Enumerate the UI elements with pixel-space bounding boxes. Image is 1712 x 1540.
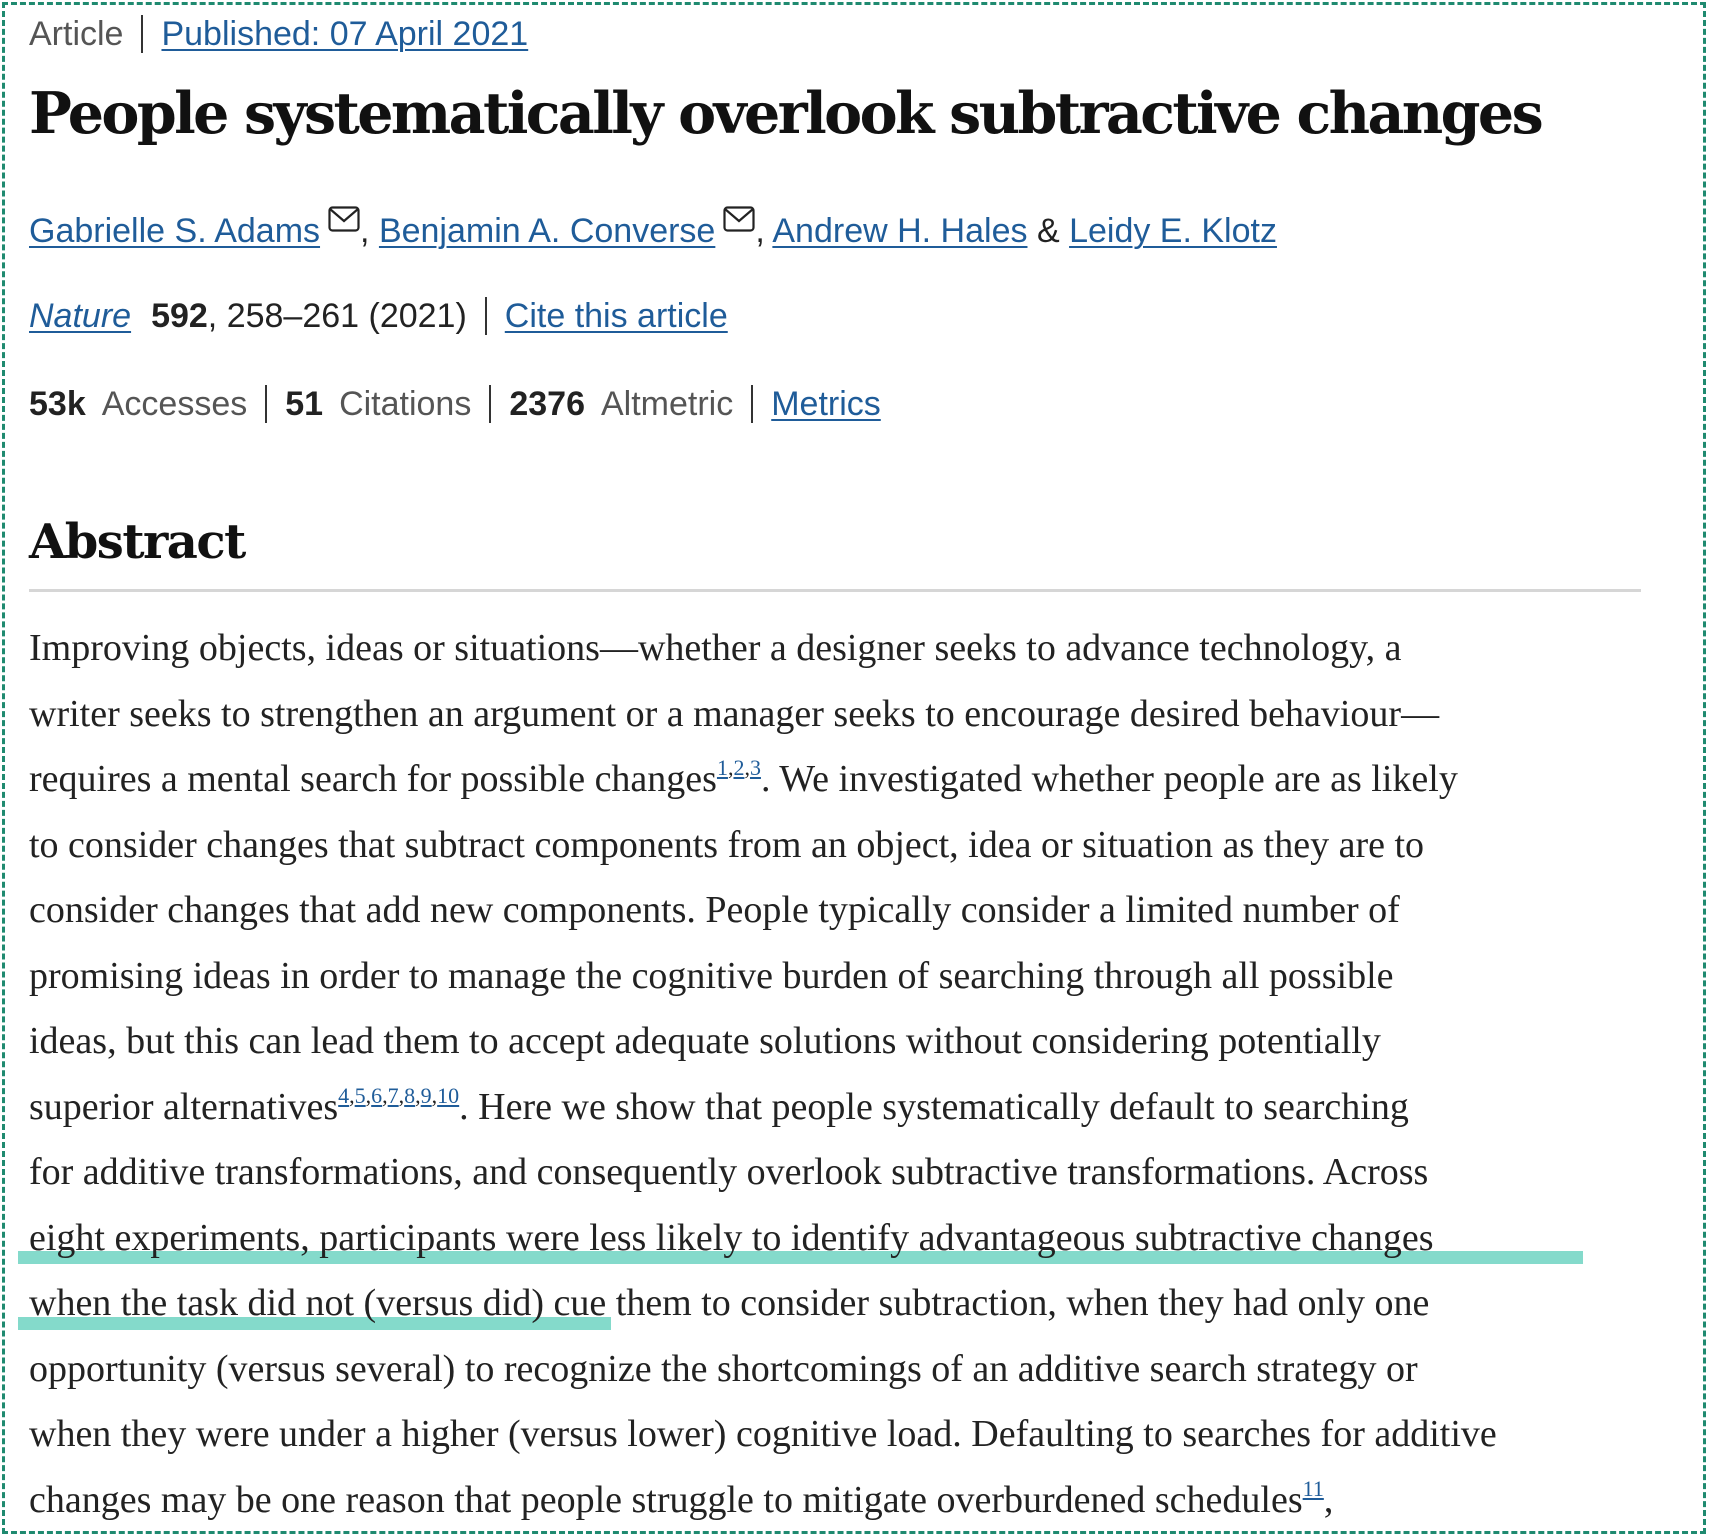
mail-icon[interactable] bbox=[328, 197, 360, 245]
abstract-line: when they were under a higher (versus lower) cognitive load. Defaulting to searches for additive bbox=[29, 1413, 1497, 1455]
reference-link[interactable]: 6 bbox=[371, 1082, 383, 1108]
altmetric-score: 2376 bbox=[509, 385, 585, 423]
article-type: Article bbox=[29, 15, 124, 53]
author-link[interactable]: Benjamin A. Converse bbox=[378, 212, 716, 250]
reference-link[interactable]: 10 bbox=[437, 1082, 460, 1108]
divider bbox=[751, 385, 753, 423]
section-divider bbox=[29, 589, 1641, 592]
citations-label: Citations bbox=[339, 385, 472, 423]
journal-link[interactable]: Nature bbox=[29, 297, 132, 335]
author-link[interactable]: Andrew H. Hales bbox=[772, 212, 1028, 250]
author-separator: , bbox=[755, 212, 765, 250]
published-date-link[interactable]: Published: 07 April 2021 bbox=[161, 15, 529, 53]
metrics-link[interactable]: Metrics bbox=[771, 385, 881, 423]
altmetric-label: Altmetric bbox=[600, 385, 734, 423]
pages-year: , 258–261 (2021) bbox=[207, 297, 467, 335]
article-title: People systematically overlook subtractive changes bbox=[29, 80, 1542, 147]
abstract-line bbox=[29, 747, 1669, 813]
ref-separator: , bbox=[744, 755, 750, 780]
abstract-line: consider changes that add new components. People typically consider a limited number of bbox=[29, 889, 1400, 931]
abstract-text-span: , bbox=[1323, 1478, 1334, 1521]
article-meta bbox=[29, 12, 528, 56]
abstract-text bbox=[29, 616, 1669, 1533]
abstract-text-span: changes may be one reason that people struggle to mitigate overburdened schedules bbox=[29, 1478, 1303, 1521]
abstract-line: to consider changes that subtract components from an object, idea or situation as they are to bbox=[29, 823, 1425, 866]
reference-link[interactable]: 11 bbox=[1302, 1475, 1324, 1501]
abstract-line: when the task did not (versus did) cue them to consider subtraction, when they had only one bbox=[29, 1282, 1430, 1324]
ref-separator: , bbox=[727, 755, 734, 780]
divider bbox=[265, 385, 267, 423]
reference-link[interactable]: 8 bbox=[404, 1082, 416, 1108]
abstract-line: eight experiments, participants were less likely to identify advantageous subtractive changes bbox=[29, 1216, 1434, 1259]
reference-link[interactable]: 9 bbox=[420, 1082, 432, 1108]
abstract-line: writer seeks to strengthen an argument or a manager seeks to encourage desired behaviour— bbox=[29, 692, 1440, 735]
abstract-line: opportunity (versus several) to recognize the shortcomings of an additive search strategy or bbox=[29, 1347, 1418, 1390]
divider bbox=[141, 15, 143, 53]
metrics-bar bbox=[29, 380, 881, 428]
divider bbox=[485, 297, 487, 335]
author-list bbox=[29, 197, 1277, 255]
author-link[interactable]: Gabrielle S. Adams bbox=[29, 212, 321, 250]
ref-separator: , bbox=[398, 1082, 405, 1108]
abstract-heading: Abstract bbox=[29, 514, 245, 570]
ref-separator: , bbox=[365, 1082, 372, 1108]
ref-separator: , bbox=[382, 1082, 388, 1108]
abstract-line: promising ideas in order to manage the cognitive burden of searching through all possible bbox=[29, 954, 1394, 997]
abstract-text-span: . We investigated whether people are as likely bbox=[760, 758, 1458, 800]
ref-separator: , bbox=[415, 1082, 421, 1108]
citation-line bbox=[29, 292, 728, 340]
abstract-text-span: superior alternatives bbox=[29, 1085, 339, 1128]
abstract-line: for additive transformations, and consequently overlook subtractive transformations. Across bbox=[29, 1151, 1429, 1193]
abstract-text-span: requires a mental search for possible changes bbox=[29, 758, 717, 800]
reference-link[interactable]: 4 bbox=[338, 1082, 350, 1108]
ref-separator: , bbox=[349, 1082, 355, 1108]
reference-group bbox=[1303, 1476, 1324, 1501]
citations-count: 51 bbox=[285, 385, 324, 423]
author-link[interactable]: Leidy E. Klotz bbox=[1069, 212, 1277, 250]
reference-link[interactable]: 1 bbox=[716, 755, 728, 780]
abstract-line: Improving objects, ideas or situations—whether a designer seeks to advance technology, a bbox=[29, 627, 1402, 669]
reference-group bbox=[717, 755, 761, 780]
ref-separator: , bbox=[431, 1082, 438, 1108]
reference-link[interactable]: 2 bbox=[733, 755, 745, 780]
author-separator: , bbox=[360, 212, 370, 250]
reference-link[interactable]: 5 bbox=[354, 1082, 366, 1108]
abstract-line bbox=[29, 1468, 1669, 1534]
cite-this-article-link[interactable]: Cite this article bbox=[504, 297, 728, 335]
reference-link[interactable]: 7 bbox=[387, 1082, 399, 1108]
accesses-count: 53k bbox=[29, 385, 86, 423]
author-ampersand: & bbox=[1036, 212, 1060, 250]
abstract-line bbox=[29, 1075, 1669, 1141]
reference-group bbox=[338, 1083, 459, 1108]
divider bbox=[489, 385, 491, 423]
abstract-line: ideas, but this can lead them to accept adequate solutions without considering potentially bbox=[29, 1020, 1381, 1062]
mail-icon[interactable] bbox=[723, 197, 755, 245]
accesses-label: Accesses bbox=[101, 385, 248, 423]
volume-number: 592 bbox=[151, 297, 208, 335]
abstract-text-span: . Here we show that people systematically default to searching bbox=[459, 1085, 1409, 1128]
reference-link[interactable]: 3 bbox=[749, 755, 761, 780]
